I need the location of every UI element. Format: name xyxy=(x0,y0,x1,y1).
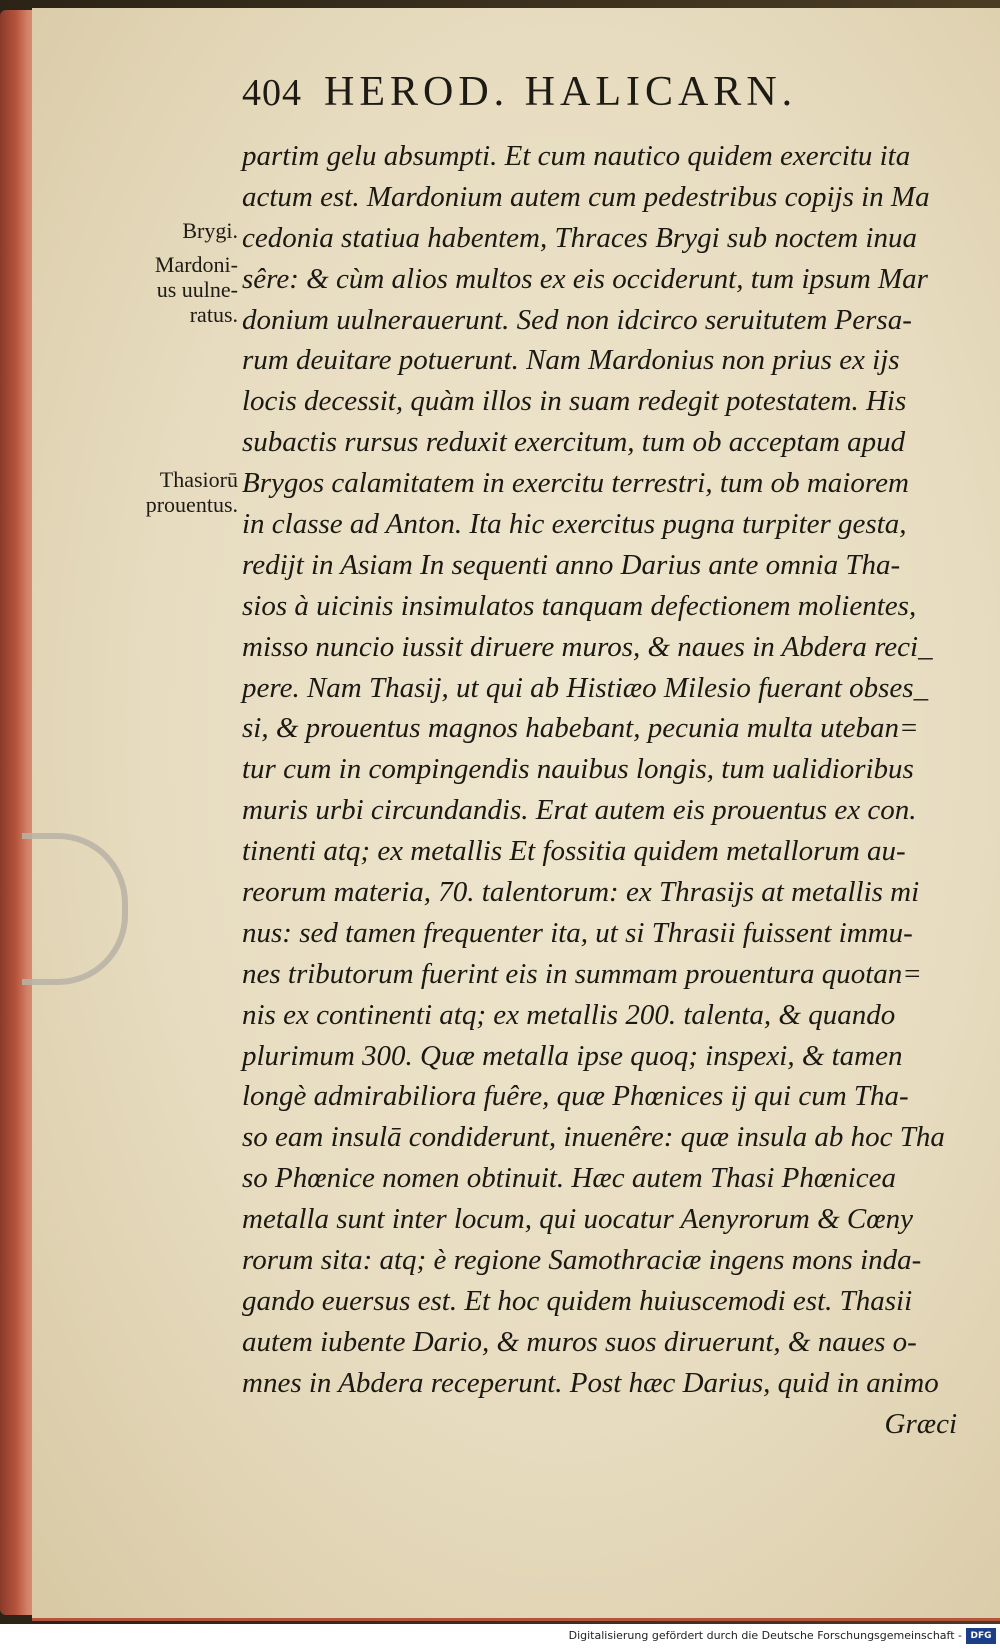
text-line: plurimum 300. Quæ metalla ipse quoq; inspexi, & tamen xyxy=(242,1039,903,1072)
text-line: subactis rursus reduxit exercitum, tum ob acceptam apud xyxy=(242,426,906,459)
text-line: rorum sita: atq; è regione Samothraciæ ingens mons inda- xyxy=(242,1244,922,1277)
text-line: actum est. Mardonium autem cum pedestribus copijs in Ma xyxy=(242,180,930,213)
text-line: cedonia statiua habentem, Thraces Brygi sub noctem inua xyxy=(242,221,917,254)
running-title: HEROD. HALICARN. xyxy=(324,69,798,115)
text-line: sios à uicinis insimulatos tanquam defectionem molientes, xyxy=(242,589,917,622)
funding-credit: Digitalisierung gefördert durch die Deutsche Forschungsgemeinschaft - xyxy=(568,1629,962,1642)
text-line: pere. Nam Thasij, ut qui ab Histiæo Milesio fuerant obses_ xyxy=(242,671,929,704)
page-clip xyxy=(22,833,128,985)
body-text xyxy=(242,136,982,1445)
text-line: locis decessit, quàm illos in suam redegit potestatem. His xyxy=(242,385,907,418)
text-line: in classe ad Anton. Ita hic exercitus pugna turpiter gesta, xyxy=(242,508,907,541)
marginal-note-thasii xyxy=(146,467,238,517)
running-header xyxy=(242,68,942,116)
text-line: autem iubente Dario, & muros suos diruerunt, & naues o- xyxy=(242,1325,917,1358)
dfg-logo: DFG xyxy=(966,1628,996,1644)
text-line: reorum materia, 70. talentorum: ex Thrasijs at metallis mi xyxy=(242,876,920,909)
marginal-note-line: Thasiorū xyxy=(159,467,238,492)
text-line: so Phœnice nomen obtinuit. Hæc autem Thasi Phœnicea xyxy=(242,1162,897,1195)
marginal-note-line: Mardoni- xyxy=(154,252,238,277)
text-line: Brygos calamitatem in exercitu terrestri, tum ob maiorem xyxy=(242,467,909,500)
page-number: 404 xyxy=(242,72,302,114)
text-line: gando euersus est. Et hoc quidem huiuscemodi est. Thasii xyxy=(242,1284,913,1317)
text-line: sêre: & cùm alios multos ex eis occiderunt, tum ipsum Mar xyxy=(242,262,928,295)
marginal-note-line: Brygi. xyxy=(182,218,238,243)
text-line: longè admirabiliora fuêre, quæ Phœnices ij qui cum Tha- xyxy=(242,1080,909,1113)
text-line: muris urbi circundandis. Erat autem eis prouentus ex con. xyxy=(242,794,917,827)
text-line: so eam insulā condiderunt, inuenêre: quæ insula ab hoc Tha xyxy=(242,1121,945,1154)
text-line: si, & prouentus magnos habebant, pecunia multa uteban= xyxy=(242,712,919,745)
footer-bar xyxy=(0,1624,1000,1649)
marginal-note-brygi xyxy=(182,218,238,243)
marginal-note-mardonius xyxy=(155,252,238,327)
text-line: tur cum in compingendis nauibus longis, tum ualidioribus xyxy=(242,753,914,786)
text-line: misso nuncio iussit diruere muros, & naues in Abdera reci_ xyxy=(242,630,933,663)
text-line: mnes in Abdera receperunt. Post hæc Darius, quid in animo xyxy=(242,1366,939,1399)
text-line: nes tributorum fuerint eis in summam prouentura quotan= xyxy=(242,957,922,990)
text-line: metalla sunt inter locum, qui uocatur Aenyrorum & Cœny xyxy=(242,1203,913,1236)
text-line: redijt in Asiam In sequenti anno Darius ante omnia Tha- xyxy=(242,548,901,581)
text-line: rum deuitare potuerunt. Nam Mardonius non prius ex ijs xyxy=(242,344,900,377)
marginal-note-line: prouentus. xyxy=(145,492,238,517)
marginal-note-line: ratus. xyxy=(189,302,238,327)
text-line: nis ex continenti atq; ex metallis 200. talenta, & quando xyxy=(242,998,896,1031)
text-line: nus: sed tamen frequenter ita, ut si Thrasii fuissent immu- xyxy=(242,916,913,949)
text-line: tinenti atq; ex metallis Et fossitia quidem metallorum au- xyxy=(242,835,906,868)
marginal-note-line: us uulne- xyxy=(156,277,238,302)
catchword: Græci xyxy=(884,1407,957,1440)
text-line: partim gelu absumpti. Et cum nautico quidem exercitu ita xyxy=(242,140,911,172)
text-line: donium uulnerauerunt. Sed non idcirco seruitutem Persa- xyxy=(242,303,912,336)
